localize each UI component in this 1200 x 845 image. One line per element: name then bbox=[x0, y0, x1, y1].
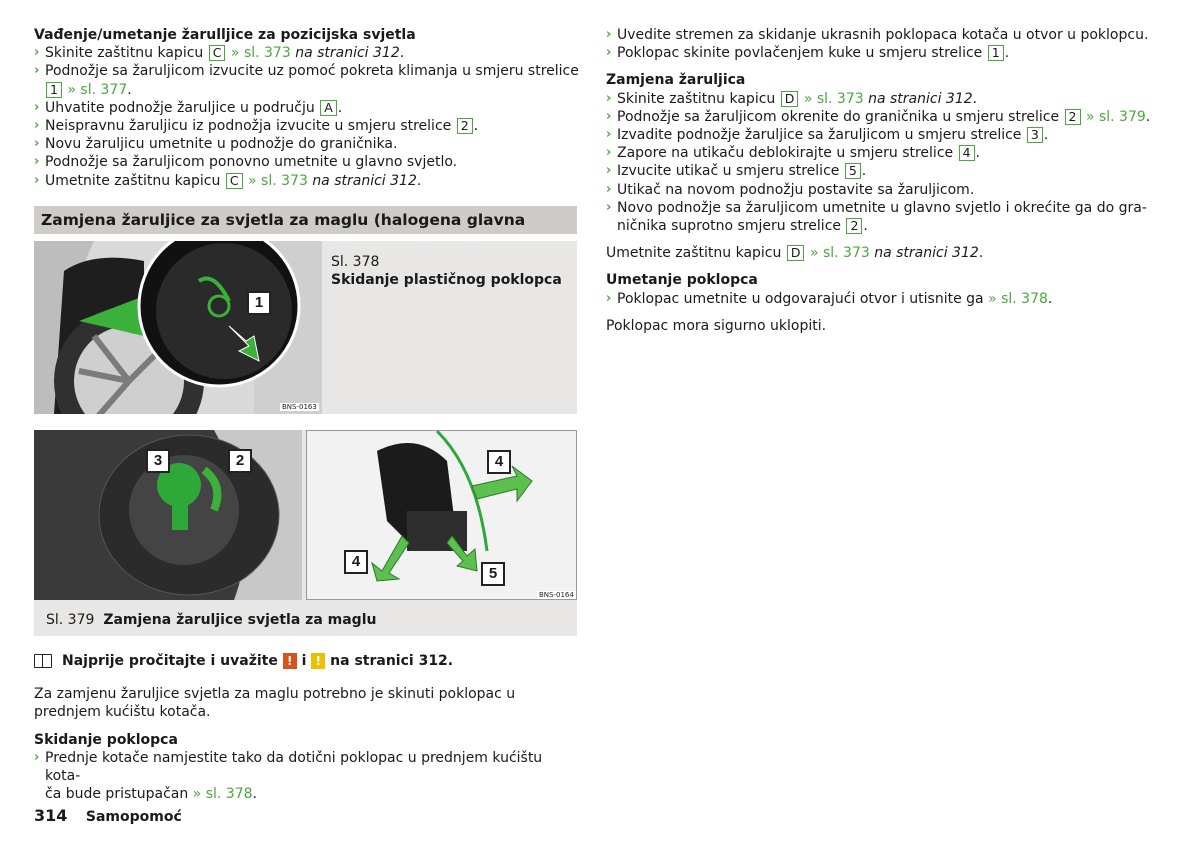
ref-box: C bbox=[209, 45, 226, 61]
cap-line: Umetnite zaštitnu kapicu D » sl. 373 na stranici 312. bbox=[606, 245, 984, 262]
chevron-icon: › bbox=[606, 127, 612, 143]
remove-title: Skidanje poklopca bbox=[34, 731, 178, 748]
step: › Zapore na utikaču deblokirajte u smjeru strelice 4 . bbox=[606, 145, 980, 162]
step: › Podnožje sa žaruljicom okrenite do graničnika u smjeru strelice 2 » sl. 379. bbox=[606, 108, 1151, 125]
step: › Poklopac skinite povlačenjem kuke u smjeru strelice 1 . bbox=[606, 45, 1010, 62]
step: › Novu žaruljicu umetnite u podnožje do graničnika. bbox=[34, 136, 398, 153]
fig-link[interactable]: » sl. 373 bbox=[809, 245, 870, 262]
chevron-icon: › bbox=[34, 45, 40, 61]
ref-box: 1 bbox=[46, 82, 62, 98]
fig-link[interactable]: » sl. 377 bbox=[67, 81, 128, 98]
ref-box: 2 bbox=[457, 118, 473, 134]
figure-title: Skidanje plastičnog poklopca bbox=[331, 272, 562, 289]
step: › Uhvatite podnožje žaruljice u području A . bbox=[34, 99, 343, 116]
page-number: 314 bbox=[34, 806, 68, 825]
chevron-icon: › bbox=[34, 154, 40, 170]
figure-label: Sl. 379 bbox=[46, 612, 95, 628]
step: › Novo podnožje sa žaruljicom umetnite u glavno svjetlo i okrećite ga do gra- ničnika suprotno smjeru strelice 2 . bbox=[606, 199, 1147, 235]
step: › Izvucite utikač u smjeru strelice 5 . bbox=[606, 163, 867, 180]
figure-label: Sl. 378 bbox=[331, 254, 380, 270]
ref-box: 4 bbox=[959, 145, 975, 161]
intro-paragraph: Za zamjenu žaruljice svjetla za maglu potrebno je skinuti poklopac u prednjem kućištu kotača. bbox=[34, 686, 516, 721]
change-title: Zamjena žaruljica bbox=[606, 72, 746, 89]
figure-379 bbox=[34, 430, 577, 636]
chevron-icon: › bbox=[606, 163, 612, 179]
step: › Umetnite zaštitnu kapicu C » sl. 373 na stranici 312. bbox=[34, 172, 422, 189]
chevron-icon: › bbox=[606, 290, 612, 306]
ref-box: 5 bbox=[845, 163, 861, 179]
callout-5: 5 bbox=[481, 562, 505, 586]
chevron-icon: › bbox=[606, 90, 612, 106]
fig-link[interactable]: » sl. 379 bbox=[1085, 108, 1146, 125]
ref-box: C bbox=[226, 173, 243, 189]
block-title: Vađenje/umetanje žarulljice za pozicijska svjetla bbox=[34, 27, 416, 43]
step: › Podnožje sa žaruljicom izvucite uz pomoć pokreta klimanja u smjeru strelice 1 » sl. 377. bbox=[34, 63, 579, 98]
chevron-icon: › bbox=[34, 118, 40, 134]
callout-3: 3 bbox=[146, 449, 170, 473]
step: › Prednje kotače namjestite tako da dotični poklopac u prednjem kućištu kota- ča bude pristupačan » sl. 378. bbox=[34, 749, 543, 803]
step: › Uvedite stremen za skidanje ukrasnih poklopaca kotača u otvor u poklopcu. bbox=[606, 27, 1149, 43]
figure-code: BNS-0163 bbox=[282, 403, 317, 411]
fig-link[interactable]: » sl. 378 bbox=[988, 290, 1048, 307]
step: › Izvadite podnožje žaruljice sa žaruljicom u smjeru strelice 3 . bbox=[606, 127, 1049, 144]
book-icon bbox=[34, 654, 52, 668]
caution-icon: ! bbox=[311, 653, 325, 669]
callout-1: 1 bbox=[247, 291, 271, 315]
chevron-icon: › bbox=[34, 749, 40, 765]
section-title: Zamjena žaruljice za svjetla za maglu (halogena glavna bbox=[34, 206, 577, 234]
left-column bbox=[34, 26, 579, 190]
chevron-icon: › bbox=[606, 27, 612, 42]
section-name: Samopomoć bbox=[85, 809, 182, 825]
fig-link[interactable]: » sl. 373 bbox=[230, 45, 291, 62]
step: › Poklopac umetnite u odgovarajući otvor i utisnite ga » sl. 378. bbox=[606, 290, 1053, 307]
page-footer bbox=[34, 806, 182, 825]
figure-378 bbox=[34, 241, 577, 414]
chevron-icon: › bbox=[34, 136, 40, 152]
figure-code: BNS-0164 bbox=[539, 591, 574, 599]
connector-illustration bbox=[306, 430, 577, 600]
ref-box: 2 bbox=[846, 218, 862, 234]
ref-box: D bbox=[781, 91, 799, 107]
ref-box: A bbox=[320, 100, 337, 116]
ref-box: 2 bbox=[1065, 109, 1081, 125]
step: › Podnožje sa žaruljicom ponovno umetnite u glavno svjetlo. bbox=[34, 154, 458, 171]
step: › Neispravnu žaruljicu iz podnožja izvucite u smjeru strelice 2 . bbox=[34, 118, 479, 135]
step: › Skinite zaštitnu kapicu C » sl. 373 na stranici 312. bbox=[34, 45, 405, 62]
chevron-icon: › bbox=[606, 199, 612, 215]
chevron-icon: › bbox=[606, 45, 612, 61]
fog-light-socket-illustration bbox=[34, 430, 302, 600]
step: › Utikač na novom podnožju postavite sa žaruljicom. bbox=[606, 181, 975, 198]
chevron-icon: › bbox=[606, 181, 612, 197]
chevron-icon: › bbox=[606, 108, 612, 124]
fig-link[interactable]: » sl. 373 bbox=[248, 172, 308, 189]
ref-box: D bbox=[787, 245, 805, 261]
callout-4: 4 bbox=[344, 550, 368, 574]
chevron-icon: › bbox=[34, 63, 40, 79]
step: › Skinite zaštitnu kapicu D » sl. 373 na stranici 312. bbox=[606, 90, 978, 107]
chevron-icon: › bbox=[606, 145, 612, 161]
fig-link[interactable]: » sl. 373 bbox=[803, 90, 864, 107]
right-column bbox=[606, 26, 1151, 335]
ref-box: 1 bbox=[988, 45, 1004, 61]
callout-4: 4 bbox=[487, 450, 511, 474]
insert-title: Umetanje poklopca bbox=[606, 272, 758, 289]
final-note: Poklopac mora sigurno uklopiti. bbox=[606, 317, 827, 334]
chevron-icon: › bbox=[34, 172, 40, 188]
figure-caption bbox=[331, 253, 562, 289]
notice-line: Najprije pročitajte i uvažite ! i ! na stranici 312. bbox=[34, 652, 579, 670]
wheel-arch-illustration bbox=[34, 241, 322, 414]
chevron-icon: › bbox=[34, 99, 40, 115]
warning-icon: ! bbox=[283, 653, 297, 669]
ref-box: 3 bbox=[1027, 127, 1043, 143]
left-lower-text bbox=[34, 652, 579, 803]
figure-caption bbox=[46, 612, 376, 628]
callout-2: 2 bbox=[228, 449, 252, 473]
fig-link[interactable]: » sl. 378 bbox=[192, 786, 253, 803]
figure-title: Zamjena žaruljice svjetla za maglu bbox=[103, 612, 377, 628]
